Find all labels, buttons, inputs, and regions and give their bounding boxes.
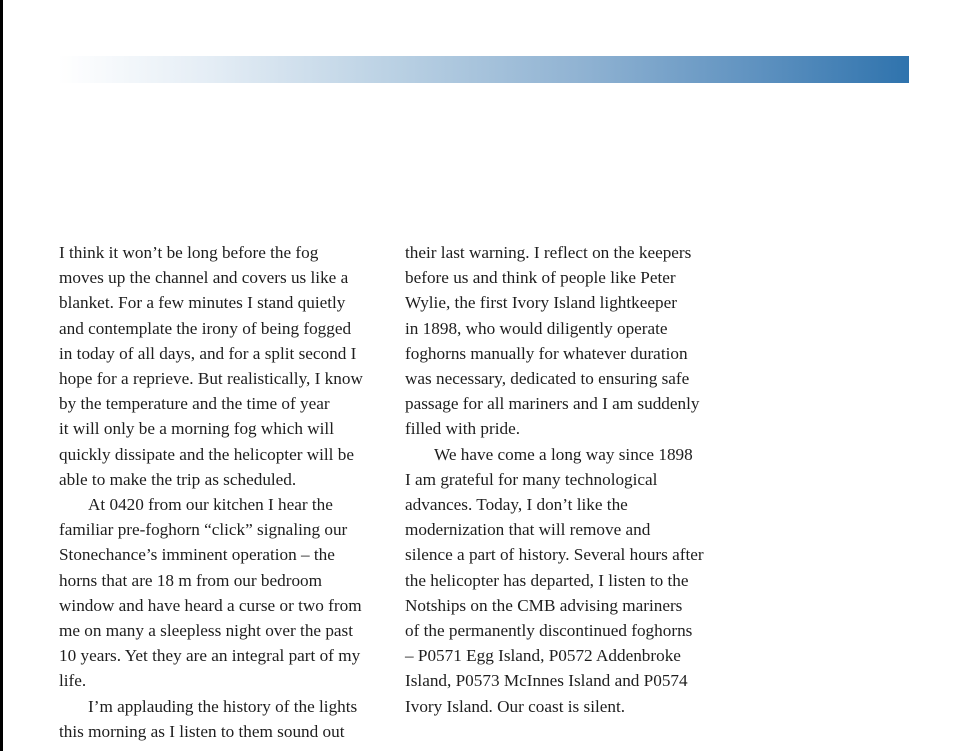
text-line: I think it won’t be long before the fog xyxy=(59,243,319,262)
text-line: We have come a long way since 1898 xyxy=(434,444,693,464)
text-line: by the temperature and the time of year xyxy=(59,394,330,414)
text-line: I’m applauding the history of the lights xyxy=(88,696,358,716)
text-line: quickly dissipate and the helicopter will be xyxy=(59,444,354,464)
text-line: and contemplate the irony of being fogged xyxy=(59,318,352,338)
text-line: filled with pride. xyxy=(405,419,521,439)
text-line: Ivory Island. Our coast is silent. xyxy=(405,696,626,716)
text-line: blanket. For a few minutes I stand quietly xyxy=(59,293,346,313)
text-line: was necessary, dedicated to ensuring safe xyxy=(405,369,690,389)
text-line: Notships on the CMB advising mariners xyxy=(405,595,683,615)
text-line: in 1898, who would diligently operate xyxy=(405,318,668,338)
text-line: modernization that will remove and xyxy=(405,520,651,540)
header-gradient-bar xyxy=(58,56,909,83)
text-line: able to make the trip as scheduled. xyxy=(59,469,297,489)
text-line: At 0420 from our kitchen I hear the xyxy=(88,495,333,515)
text-line: Island, P0573 McInnes Island and P0574 xyxy=(405,671,688,691)
text-line: 10 years. Yet they are an integral part of my xyxy=(59,646,361,666)
text-line: moves up the channel and covers us like a xyxy=(59,268,349,288)
text-column-left xyxy=(59,240,389,744)
text-line: horns that are 18 m from our bedroom xyxy=(59,570,322,590)
text-line: foghorns manually for whatever duration xyxy=(405,343,688,363)
text-line: before us and think of people like Peter xyxy=(405,268,676,288)
text-line: their last warning. I reflect on the keepers xyxy=(405,243,692,262)
text-line: this morning as I listen to them sound out xyxy=(59,721,345,741)
text-line: – P0571 Egg Island, P0572 Addenbroke xyxy=(405,646,681,666)
text-line: familiar pre-foghorn “click” signaling our xyxy=(59,520,348,540)
text-line: passage for all mariners and I am suddenly xyxy=(405,394,700,414)
text-line: me on many a sleepless night over the past xyxy=(59,621,354,641)
text-line: window and have heard a curse or two from xyxy=(59,595,362,615)
text-line: I am grateful for many technological xyxy=(405,469,658,489)
text-line: the helicopter has departed, I listen to the xyxy=(405,570,689,590)
text-line: in today of all days, and for a split second I xyxy=(59,343,357,363)
text-line: of the permanently discontinued foghorns xyxy=(405,621,693,641)
text-line: silence a part of history. Several hours after xyxy=(405,545,704,565)
text-line: advances. Today, I don’t like the xyxy=(405,495,628,515)
text-line: life. xyxy=(59,671,87,691)
text-line: it will only be a morning fog which will xyxy=(59,419,334,439)
text-line: hope for a reprieve. But realistically, I know xyxy=(59,369,363,389)
page-left-border xyxy=(0,0,3,751)
text-line: Stonechance’s imminent operation – the xyxy=(59,545,335,565)
text-column-right xyxy=(405,240,735,719)
text-line: Wylie, the first Ivory Island lightkeeper xyxy=(405,293,677,313)
